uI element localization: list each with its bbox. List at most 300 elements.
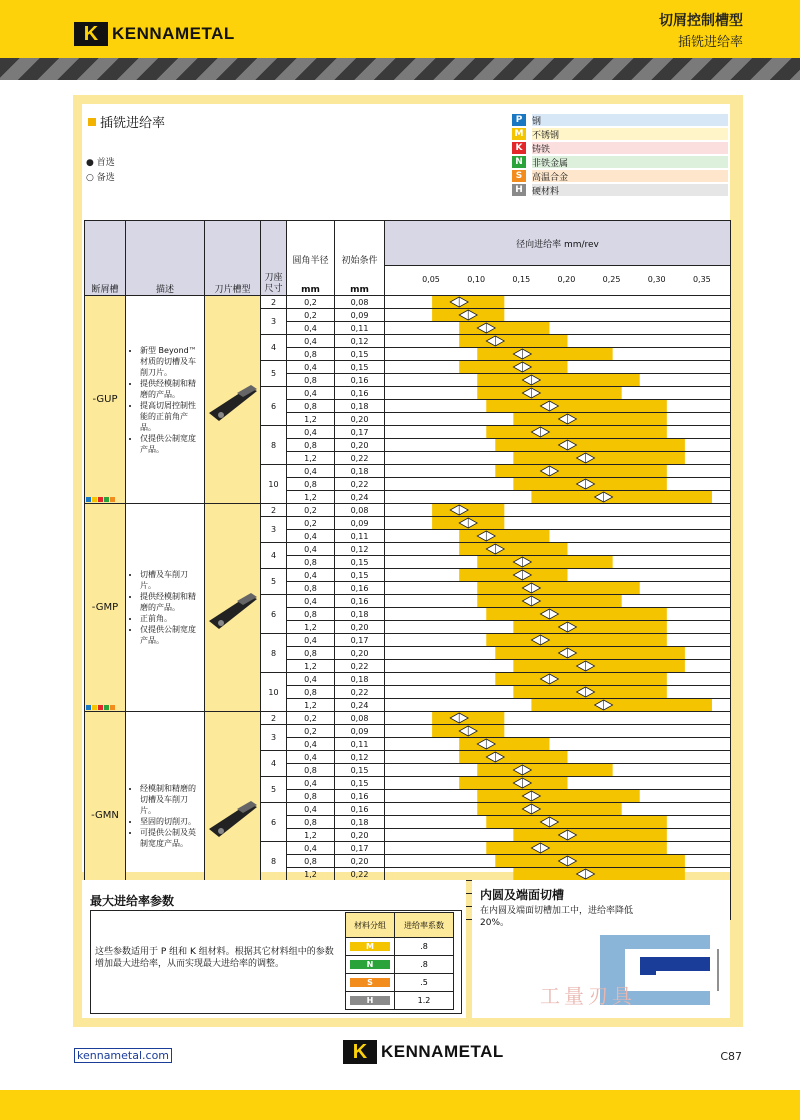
- material-chip: [110, 497, 115, 502]
- initial-feed: 0,16: [335, 595, 385, 608]
- initial-feed: 0,11: [335, 530, 385, 543]
- feed-range-bar: [495, 673, 667, 685]
- legend-item: [512, 113, 728, 127]
- legend-item: [512, 141, 728, 155]
- legend-name: 硬材料: [532, 186, 560, 197]
- legend-code: N: [512, 156, 526, 168]
- groove-name: [85, 504, 126, 712]
- initial-feed: 0,20: [335, 855, 385, 868]
- feed-range-chart: [385, 686, 731, 698]
- page-title: 切屑控制槽型: [659, 13, 743, 29]
- legend-code: M: [512, 128, 526, 140]
- feed-range-chart: [385, 335, 731, 347]
- feed-range-chart: [385, 452, 731, 464]
- kennametal-logo: [74, 22, 235, 46]
- feed-range-cell: [385, 517, 731, 530]
- feed-range-chart: [385, 699, 731, 711]
- initial-feed: 0,09: [335, 309, 385, 322]
- feed-range-bar: [477, 803, 621, 815]
- material-chip: [86, 497, 91, 502]
- description-item: • 切槽及车削刀片。: [140, 569, 200, 591]
- feed-range-chart: [385, 413, 731, 425]
- legend-name: 非铁金属: [532, 158, 569, 169]
- initial-feed: 0,16: [335, 803, 385, 816]
- feed-range-cell: [385, 309, 731, 322]
- material-chip: [92, 497, 97, 502]
- col-insert: 刀片槽型: [205, 221, 261, 296]
- corner-radius: 0,4: [287, 673, 335, 686]
- header-stripe: [0, 58, 800, 80]
- insert-image: [205, 296, 261, 504]
- feed-range-bar: [477, 790, 640, 802]
- initial-feed: 0,18: [335, 816, 385, 829]
- feed-range-bar: [477, 387, 621, 399]
- max-feed-title: 最大进给率参数: [90, 894, 175, 908]
- initial-feed: 0,20: [335, 829, 385, 842]
- legend-code: H: [512, 184, 526, 196]
- feed-range-chart: [385, 751, 731, 763]
- corner-radius: 1,2: [287, 868, 335, 881]
- feed-range-cell: [385, 478, 731, 491]
- footer-brand: KENNAMETAL: [381, 1042, 504, 1061]
- feed-range-chart: [385, 400, 731, 412]
- feed-axis: [385, 266, 731, 296]
- initial-feed: 0,18: [335, 400, 385, 413]
- feed-range-chart: [385, 322, 731, 334]
- initial-feed: 0,08: [335, 296, 385, 309]
- corner-radius: 0,4: [287, 842, 335, 855]
- corner-radius: 0,2: [287, 309, 335, 322]
- internal-text: 在内圆及端面切槽加工中，进给率降低 20%。: [480, 906, 634, 928]
- feed-range-chart: [385, 842, 731, 854]
- initial-feed: 0,20: [335, 621, 385, 634]
- feed-range-bar: [495, 439, 685, 451]
- feed-range-bar: [486, 842, 667, 854]
- initial-feed: 0,17: [335, 426, 385, 439]
- feed-range-bar: [513, 452, 685, 464]
- corner-radius: 0,8: [287, 348, 335, 361]
- feed-range-cell: [385, 634, 731, 647]
- feed-range-bar: [459, 335, 567, 347]
- insert-icon: [207, 375, 259, 425]
- seat-size: 3: [261, 309, 287, 335]
- feed-rate-table: [84, 220, 731, 920]
- material-chip: [86, 705, 91, 710]
- feed-range-cell: [385, 322, 731, 335]
- radius-unit: mm: [287, 266, 335, 296]
- legend-name: 钢: [532, 116, 542, 127]
- page-subtitle: 插铣进给率: [677, 35, 743, 50]
- corner-radius: 0,4: [287, 569, 335, 582]
- material-chip: [110, 705, 115, 710]
- initial-feed: 0,12: [335, 335, 385, 348]
- corner-radius: 0,4: [287, 335, 335, 348]
- seat-size: 3: [261, 517, 287, 543]
- feed-range-chart: [385, 738, 731, 750]
- max-feed-text: 这些参数适用于 P 组和 K 组材料。根据其它材料组中的参数增加最大进给率，从而实现最大进给率的调整。: [95, 947, 334, 969]
- feed-range-chart: [385, 309, 731, 321]
- fr-col-group: 材料分组: [346, 913, 395, 938]
- feed-range-cell: [385, 686, 731, 699]
- legend-code: S: [512, 170, 526, 182]
- factor-group-label: M: [350, 942, 390, 951]
- groove-name: [85, 296, 126, 504]
- feed-range-cell: [385, 296, 731, 309]
- feed-range-chart: [385, 725, 731, 737]
- groove-label: -GUP: [92, 394, 118, 405]
- col-seat: 刀座尺寸: [261, 221, 287, 296]
- feed-range-cell: [385, 491, 731, 504]
- legend-bar: [532, 142, 728, 154]
- feed-range-cell: [385, 725, 731, 738]
- corner-radius: 0,4: [287, 751, 335, 764]
- feed-range-bar: [513, 868, 685, 880]
- seat-size: 8: [261, 634, 287, 673]
- feed-range-cell: [385, 361, 731, 374]
- feed-range-chart: [385, 608, 731, 620]
- feed-range-bar: [477, 348, 612, 360]
- description-item: • 正前角。: [140, 613, 200, 624]
- corner-radius: 0,8: [287, 556, 335, 569]
- corner-radius: 0,8: [287, 608, 335, 621]
- initial-feed: 0,16: [335, 387, 385, 400]
- corner-radius: 0,8: [287, 647, 335, 660]
- corner-radius: 0,4: [287, 595, 335, 608]
- seat-size: 10: [261, 673, 287, 712]
- tick-label: 0,25: [602, 274, 621, 284]
- groove-label: -GMP: [91, 602, 119, 613]
- tick-label: 0,10: [467, 274, 486, 284]
- seat-size: 4: [261, 751, 287, 777]
- table-row: [85, 712, 731, 725]
- corner-radius: 0,8: [287, 400, 335, 413]
- feed-range-bar: [513, 660, 685, 672]
- legend-bar: [532, 114, 728, 126]
- feed-range-cell: [385, 335, 731, 348]
- feed-range-cell: [385, 829, 731, 842]
- corner-radius: 1,2: [287, 452, 335, 465]
- feed-range-bar: [477, 582, 640, 594]
- factor-group: [346, 974, 395, 992]
- feed-range-bar: [495, 465, 667, 477]
- description-item: • 仅提供公制宽度产品。: [140, 433, 200, 455]
- corner-radius: 1,2: [287, 829, 335, 842]
- initial-feed: 0,17: [335, 842, 385, 855]
- initial-feed: 0,08: [335, 504, 385, 517]
- corner-radius: 1,2: [287, 621, 335, 634]
- feed-range-cell: [385, 413, 731, 426]
- factor-value: .8: [395, 956, 454, 974]
- col-desc: 描述: [126, 221, 205, 296]
- feed-range-chart: [385, 634, 731, 646]
- description-item: • 经模制和精磨的切槽及车削刀片。: [140, 783, 200, 816]
- initial-feed: 0,22: [335, 452, 385, 465]
- feed-range-cell: [385, 777, 731, 790]
- factor-group: [346, 956, 395, 974]
- corner-radius: 0,2: [287, 725, 335, 738]
- feed-range-chart: [385, 374, 731, 386]
- feed-range-chart: [385, 465, 731, 477]
- material-chips: [86, 705, 115, 710]
- feed-range-cell: [385, 400, 731, 413]
- initial-feed: 0,15: [335, 569, 385, 582]
- legend-name: 高温合金: [532, 172, 569, 183]
- feed-range-bar: [486, 634, 667, 646]
- feed-range-bar: [486, 426, 667, 438]
- feed-range-chart: [385, 595, 731, 607]
- description-item: • 提供经模制和精磨的产品。: [140, 378, 200, 400]
- initial-feed: 0,18: [335, 608, 385, 621]
- corner-radius: 0,2: [287, 712, 335, 725]
- initial-feed: 0,11: [335, 738, 385, 751]
- initial-feed: 0,15: [335, 777, 385, 790]
- col-feed: 径向进给率 mm/rev: [385, 221, 731, 266]
- groove-description: [126, 504, 205, 712]
- corner-radius: 0,2: [287, 504, 335, 517]
- feed-range-bar: [531, 491, 712, 503]
- feed-range-chart: [385, 868, 731, 880]
- bullet-square-icon: [88, 118, 96, 126]
- initial-feed: 0,12: [335, 543, 385, 556]
- tick-label: 0,35: [692, 274, 711, 284]
- seat-size: 6: [261, 595, 287, 634]
- initial-feed: 0,18: [335, 465, 385, 478]
- corner-radius: 0,4: [287, 361, 335, 374]
- tick-label: 0,15: [512, 274, 531, 284]
- initial-feed: 0,20: [335, 647, 385, 660]
- footer-band: [0, 1090, 800, 1120]
- feed-range-chart: [385, 569, 731, 581]
- groove-description: [126, 296, 205, 504]
- feed-range-bar: [486, 816, 667, 828]
- feed-range-chart: [385, 855, 731, 867]
- initial-feed: 0,24: [335, 491, 385, 504]
- groove-label: -GMN: [91, 810, 119, 821]
- corner-radius: 0,8: [287, 764, 335, 777]
- feed-range-cell: [385, 803, 731, 816]
- initial-feed: 0,15: [335, 764, 385, 777]
- corner-radius: 1,2: [287, 491, 335, 504]
- feed-range-cell: [385, 348, 731, 361]
- seat-size: 5: [261, 777, 287, 803]
- feed-range-cell: [385, 660, 731, 673]
- initial-feed: 0,16: [335, 790, 385, 803]
- feed-range-cell: [385, 699, 731, 712]
- initial-feed: 0,09: [335, 725, 385, 738]
- feed-range-cell: [385, 426, 731, 439]
- feed-range-bar: [477, 764, 612, 776]
- feed-range-bar: [531, 699, 712, 711]
- factor-group-label: S: [350, 978, 390, 987]
- initial-feed: 0,22: [335, 686, 385, 699]
- feed-range-chart: [385, 712, 731, 724]
- feed-range-cell: [385, 816, 731, 829]
- material-chips: [86, 497, 115, 502]
- corner-radius: 0,2: [287, 296, 335, 309]
- feed-range-cell: [385, 556, 731, 569]
- corner-radius: 0,8: [287, 686, 335, 699]
- factor-value: 1.2: [395, 992, 454, 1010]
- feed-range-chart: [385, 491, 731, 503]
- corner-radius: 0,4: [287, 465, 335, 478]
- feed-range-bar: [459, 751, 567, 763]
- feed-range-chart: [385, 803, 731, 815]
- initial-feed: 0,24: [335, 699, 385, 712]
- alternate-key: ○ 备选: [86, 173, 115, 183]
- corner-radius: 0,4: [287, 530, 335, 543]
- factor-value: .5: [395, 974, 454, 992]
- initial-feed: 0,15: [335, 556, 385, 569]
- feed-range-bar: [459, 322, 549, 334]
- initial-feed: 0,20: [335, 439, 385, 452]
- feed-range-bar: [486, 608, 667, 620]
- feed-range-chart: [385, 504, 731, 516]
- factor-row: [346, 974, 454, 992]
- feed-range-cell: [385, 439, 731, 452]
- seat-size: 5: [261, 569, 287, 595]
- feed-range-chart: [385, 764, 731, 776]
- corner-radius: 0,8: [287, 439, 335, 452]
- feed-range-cell: [385, 595, 731, 608]
- feed-range-chart: [385, 439, 731, 451]
- feed-range-chart: [385, 478, 731, 490]
- factor-group-label: N: [350, 960, 390, 969]
- feed-range-bar: [495, 855, 685, 867]
- feed-range-cell: [385, 569, 731, 582]
- seat-size: 6: [261, 387, 287, 426]
- factor-value: .8: [395, 938, 454, 956]
- col-groove: 断屑槽: [85, 221, 126, 296]
- section-title: 插铣进给率: [88, 112, 165, 131]
- legend-item: [512, 169, 728, 183]
- feed-range-chart: [385, 790, 731, 802]
- description-item: • 新型 Beyond™ 材质的切槽及车削刀片。: [140, 345, 200, 378]
- feed-range-chart: [385, 387, 731, 399]
- feed-range-cell: [385, 790, 731, 803]
- description-item: • 提高切屑控制性能的正前角产品。: [140, 400, 200, 433]
- seat-size: 2: [261, 296, 287, 309]
- seat-size: 6: [261, 803, 287, 842]
- internal-title: 内圆及端面切槽: [480, 888, 565, 902]
- feed-range-chart: [385, 296, 731, 308]
- corner-radius: 0,4: [287, 634, 335, 647]
- initial-feed: 0,16: [335, 582, 385, 595]
- feed-range-chart: [385, 777, 731, 789]
- k-logo-icon: K: [343, 1040, 377, 1064]
- initial-feed: 0,11: [335, 322, 385, 335]
- initial-feed: 0,15: [335, 348, 385, 361]
- feed-range-cell: [385, 543, 731, 556]
- initial-feed: 0,12: [335, 751, 385, 764]
- legend-item: [512, 127, 728, 141]
- feed-range-cell: [385, 504, 731, 517]
- feed-range-chart: [385, 660, 731, 672]
- material-chip: [104, 497, 109, 502]
- corner-radius: 0,2: [287, 517, 335, 530]
- seat-size: 2: [261, 712, 287, 725]
- corner-radius: 0,4: [287, 426, 335, 439]
- description-item: • 提供经模制和精磨的产品。: [140, 591, 200, 613]
- seat-size: 8: [261, 842, 287, 881]
- initial-feed: 0,17: [335, 634, 385, 647]
- corner-radius: 1,2: [287, 660, 335, 673]
- feed-range-chart: [385, 348, 731, 360]
- corner-radius: 0,8: [287, 790, 335, 803]
- material-chip: [98, 705, 103, 710]
- feed-range-bar: [477, 556, 612, 568]
- feed-range-chart: [385, 426, 731, 438]
- feed-range-chart: [385, 543, 731, 555]
- initial-feed: 0,15: [335, 361, 385, 374]
- legend-item: [512, 183, 728, 197]
- footer-logo: [343, 1040, 504, 1064]
- legend-name: 不锈钢: [532, 130, 560, 141]
- feed-range-chart: [385, 621, 731, 633]
- feed-range-bar: [477, 374, 640, 386]
- feed-range-cell: [385, 855, 731, 868]
- material-chip: [92, 705, 97, 710]
- feed-range-chart: [385, 556, 731, 568]
- description-item: • 坚固的切削刃。: [140, 816, 200, 827]
- legend-bar: [532, 184, 728, 196]
- insert-image: [205, 504, 261, 712]
- feed-range-bar: [459, 543, 567, 555]
- corner-radius: 0,4: [287, 777, 335, 790]
- feed-range-chart: [385, 673, 731, 685]
- initial-feed: 0,22: [335, 868, 385, 881]
- description-item: • 可提供公制及英制宽度产品。: [140, 827, 200, 849]
- kennametal-link[interactable]: kennametal.com: [74, 1048, 172, 1063]
- feed-range-bar: [495, 647, 685, 659]
- initial-feed: 0,22: [335, 660, 385, 673]
- watermark: 工量刃具: [540, 984, 636, 1008]
- feed-range-chart: [385, 582, 731, 594]
- feed-range-cell: [385, 764, 731, 777]
- tick-label: 0,20: [557, 274, 576, 284]
- feed-range-chart: [385, 829, 731, 841]
- feed-range-bar: [513, 621, 666, 633]
- feed-range-cell: [385, 738, 731, 751]
- legend-code: P: [512, 114, 526, 126]
- feed-factor-table: [345, 912, 454, 1010]
- feed-range-cell: [385, 465, 731, 478]
- factor-group-label: H: [350, 996, 390, 1005]
- feed-range-chart: [385, 517, 731, 529]
- corner-radius: 0,8: [287, 855, 335, 868]
- seat-size: 4: [261, 335, 287, 361]
- seat-size: 8: [261, 426, 287, 465]
- material-legend: [512, 113, 728, 197]
- init-unit: mm: [335, 266, 385, 296]
- legend-bar: [532, 128, 728, 140]
- feed-range-bar: [513, 413, 666, 425]
- feed-range-chart: [385, 530, 731, 542]
- initial-feed: 0,20: [335, 413, 385, 426]
- seat-size: 5: [261, 361, 287, 387]
- factor-group: [346, 938, 395, 956]
- legend-code: K: [512, 142, 526, 154]
- feed-range-cell: [385, 647, 731, 660]
- feed-range-cell: [385, 387, 731, 400]
- material-chip: [98, 497, 103, 502]
- initial-feed: 0,22: [335, 478, 385, 491]
- page-number: C87: [720, 1050, 742, 1063]
- corner-radius: 0,4: [287, 803, 335, 816]
- preferred-key: ● 首选: [86, 158, 115, 168]
- factor-row: [346, 956, 454, 974]
- k-logo-icon: K: [74, 22, 108, 46]
- seat-size: 10: [261, 465, 287, 504]
